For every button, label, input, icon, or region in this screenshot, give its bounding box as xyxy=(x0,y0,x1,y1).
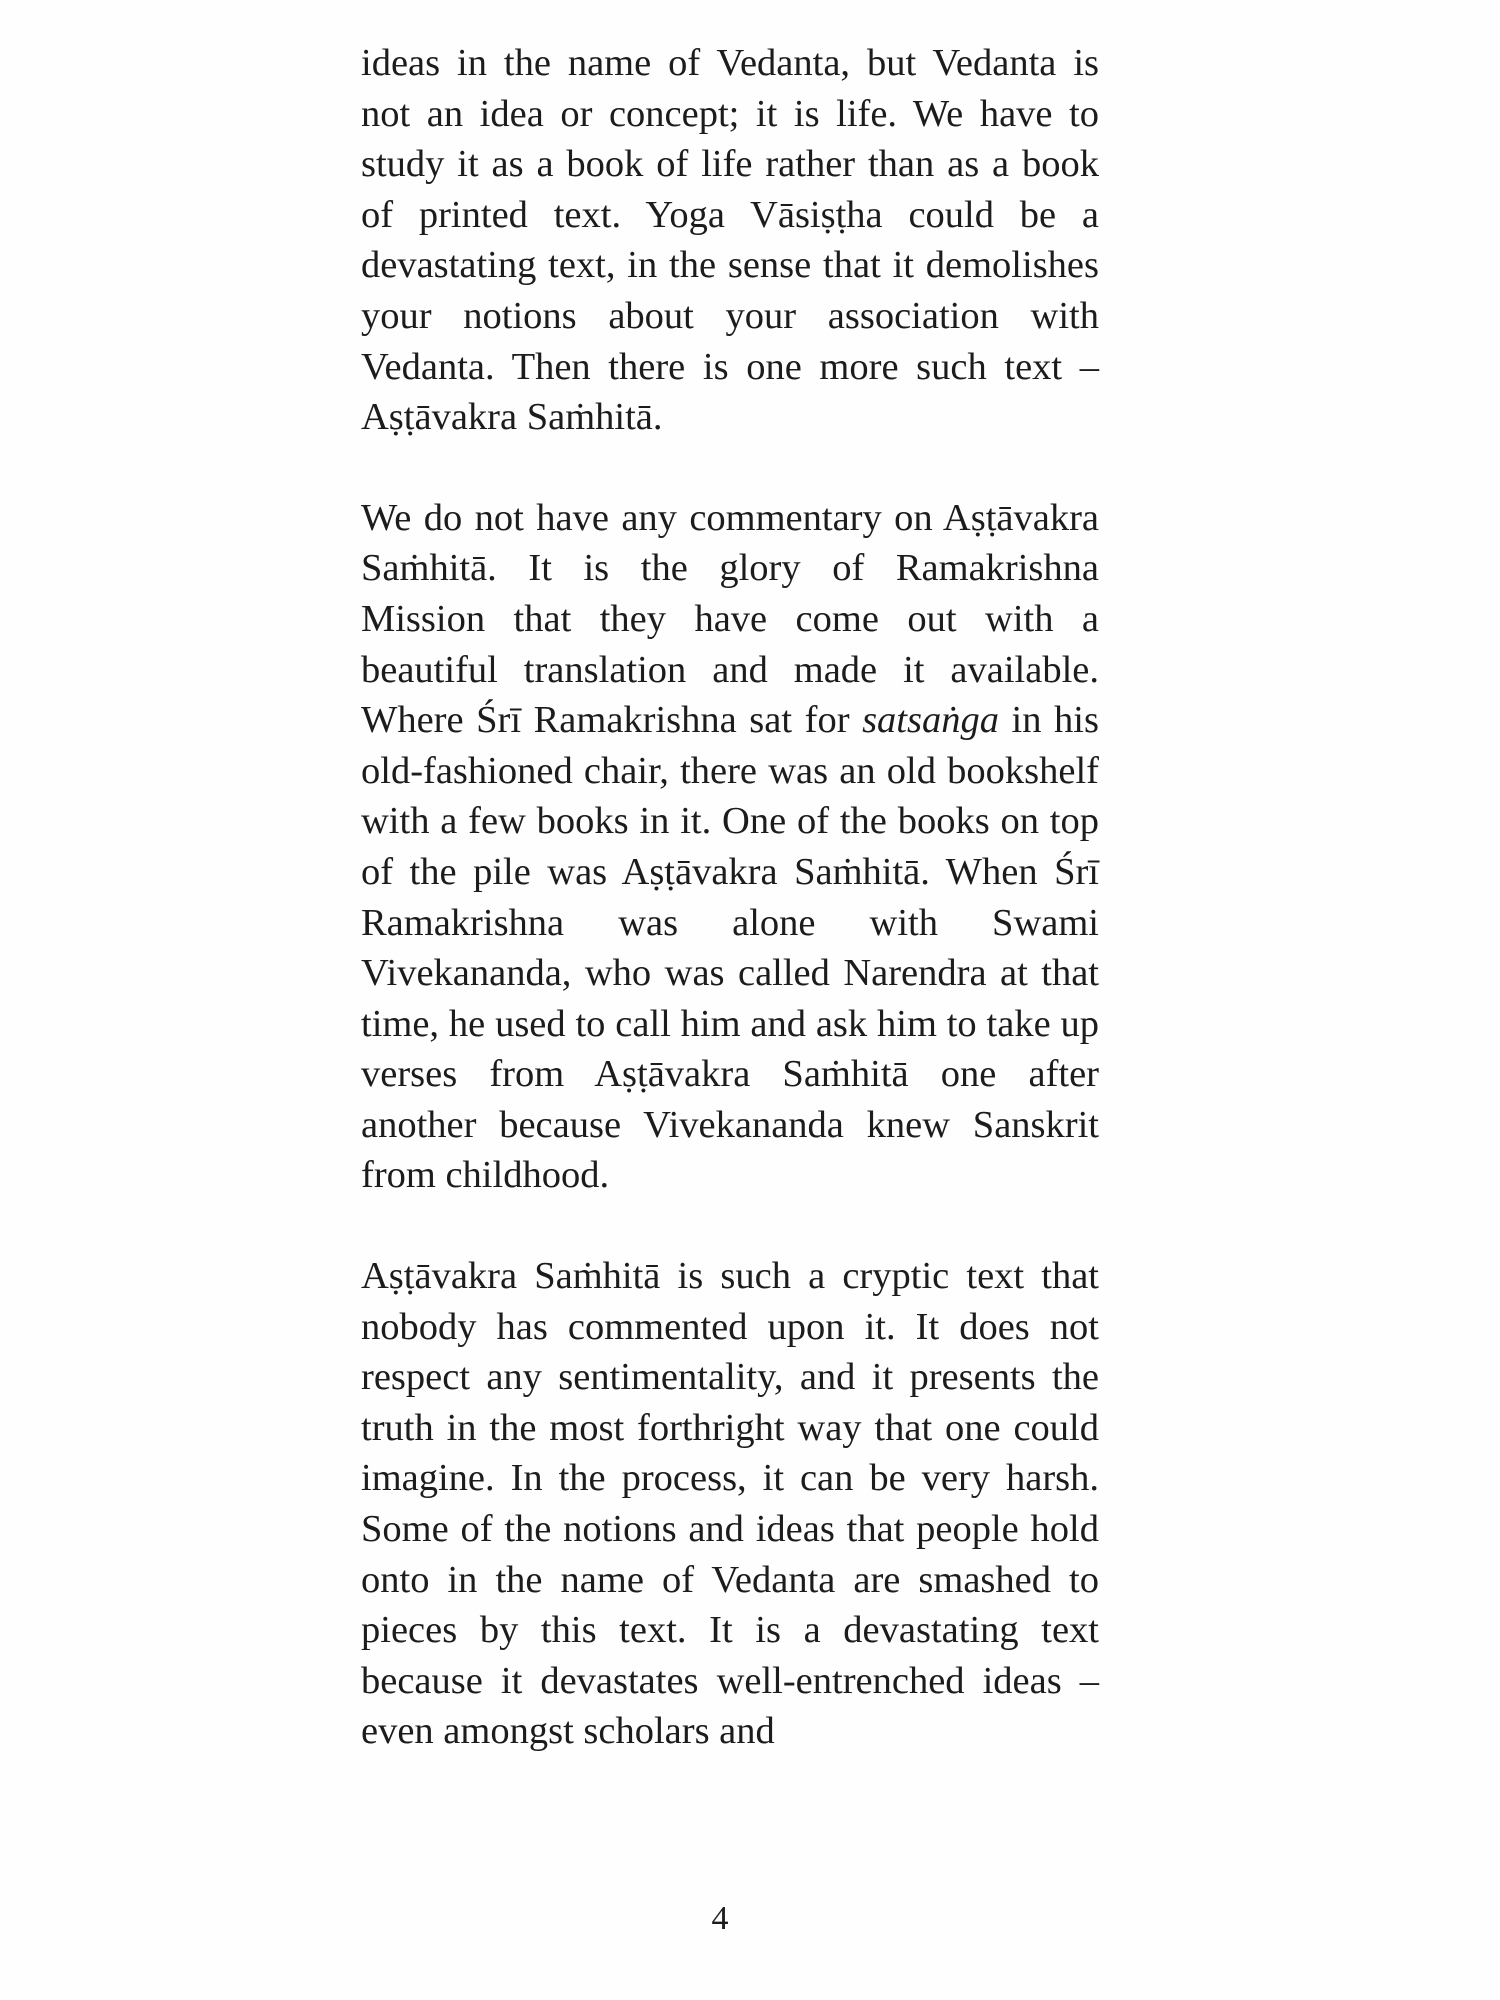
page-number xyxy=(0,1900,1500,1938)
paragraph-2-italic-term: satsaṅga xyxy=(862,699,999,742)
page-number-label: 4 xyxy=(711,1900,729,1937)
paragraph-1: ideas in the name of Vedanta, but Vedanta is not an idea or concept; it is life. We have to study it as a book of life rather than as a book of printed text. Yoga Vāsiṣṭha could be a devastating text, in the sense that it demolishes your notions about your association with Vedanta. Then there is one more such text – Aṣṭāvakra Saṁhitā. xyxy=(361,42,1099,439)
paragraph-2-start: We do not have any commentary on Aṣṭāvakra Saṁhitā. It is the glory of Ramakrishna Mission that they have come out with a beautiful translation and made it available. Where Śrī Ramakrishna sat for xyxy=(361,496,1099,742)
paragraph-2 xyxy=(361,493,1099,1201)
body-text xyxy=(361,38,1099,1757)
paragraph-2-rest: in his old-fashioned chair, there was an old bookshelf with a few books in it. One of the books on top of the pile was Aṣṭāvakra Saṁhitā. When Śrī Ramakrishna was alone with Swami Vivekananda, who was called Narendra at that time, he used to call him and ask him to take up verses from Aṣṭāvakra Saṁhitā one after another because Vivekananda knew Sanskrit from childhood. xyxy=(361,699,1099,1197)
paragraph-3: Aṣṭāvakra Saṁhitā is such a cryptic text that nobody has commented upon it. It does not respect any sentimentality, and it presents the truth in the most forthright way that one could imagine. In the process, it can be very harsh. Some of the notions and ideas that people hold onto in the name of Vedanta are smashed to pieces by this text. It is a devastating text because it devastates well-entrenched ideas – even amongst scholars and xyxy=(361,1255,1099,1753)
